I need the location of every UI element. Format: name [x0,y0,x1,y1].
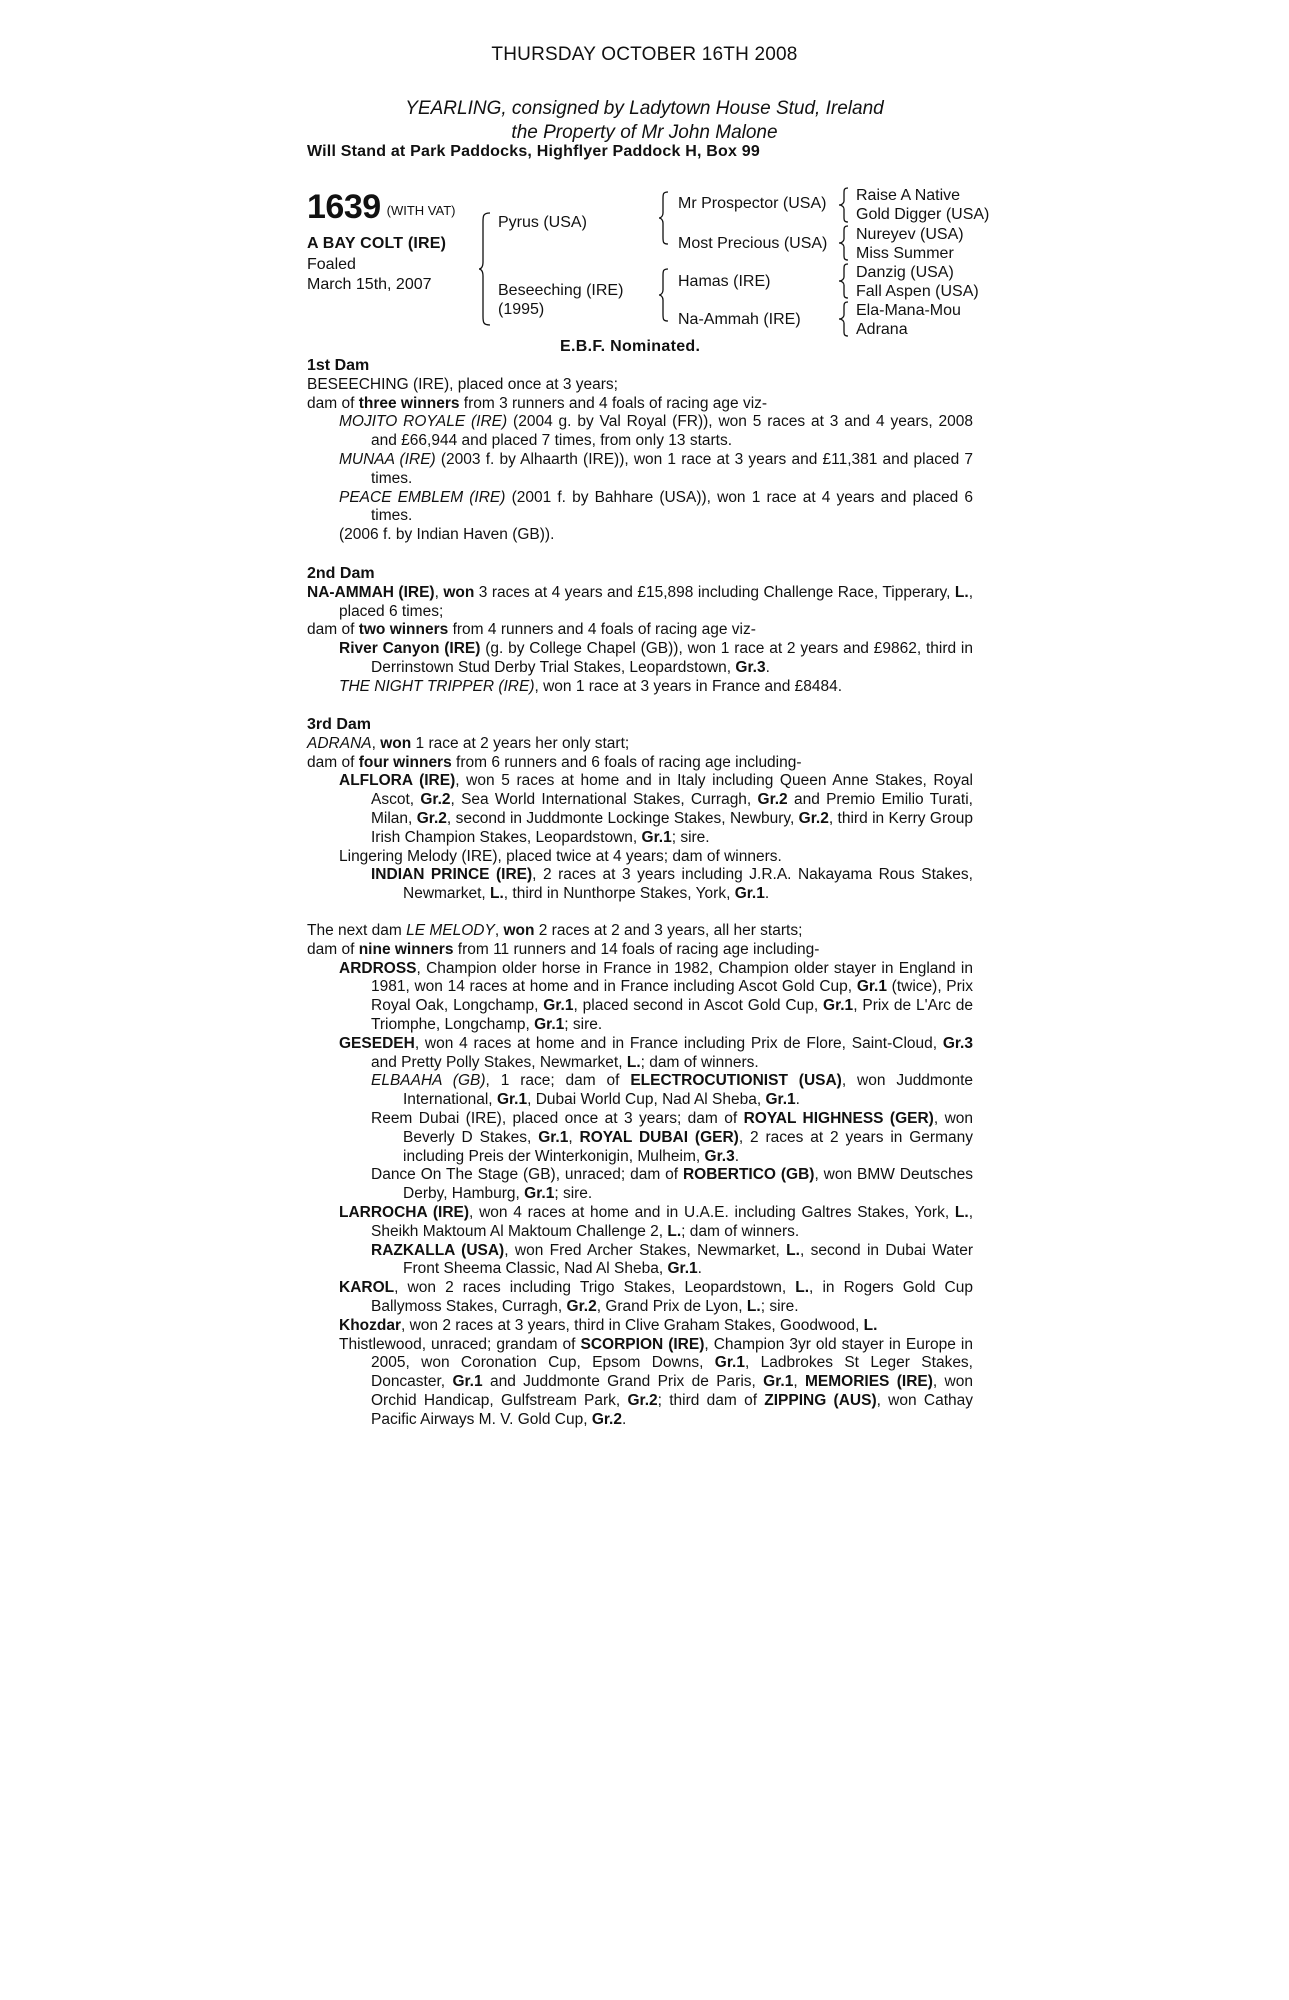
produce-ardross: ARDROSS, Champion older horse in France in 1982, Champion older stayer in England in 1981, won 14 races at home and in France including Ascot Gold Cup, Gr.1 (twice), Prix Royal Oak, Longchamp, Gr.1, placed second in Ascot Gold Cup, Gr.1, Prix de L'Arc de Triomphe, Longchamp, Gr.1; sire. [339,959,974,1033]
consignor-line: YEARLING, consigned by Ladytown House Stud, Ireland [405,98,884,119]
pedigree-ssd: Gold Digger (USA) [856,206,990,223]
second-dam-section [307,565,973,697]
brace-gen3-3 [838,263,850,299]
brace-gen2-sire [658,191,670,245]
pedigree-sss: Raise A Native [856,187,961,204]
consignment-info [0,97,1289,145]
third-dam-heading: 3rd Dam [307,716,372,733]
brace-gen1 [478,212,492,326]
pedigree-sire-dam: Most Precious (USA) [678,235,828,252]
brace-gen3-4 [838,301,850,337]
produce-2006-filly: (2006 f. by Indian Haven (GB)). [339,526,555,544]
fourth-dam-section [307,922,973,1430]
owner-line: the Property of Mr John Malone [511,122,778,143]
fourth-dam-line: The next dam LE MELODY, won 2 races at 2 and 3 years, all her starts; [307,922,803,939]
produce-lingering-melody: Lingering Melody (IRE), placed twice at 4 years; dam of winners. [339,847,782,865]
foaled-date: March 15th, 2007 [307,276,432,293]
pedigree-sdd: Miss Summer [856,245,954,262]
horse-name: A BAY COLT (IRE) [307,235,447,252]
stand-location: Will Stand at Park Paddocks, Highflyer Paddock H, Box 99 [307,143,760,160]
pedigree-sire: Pyrus (USA) [498,214,587,231]
produce-indian-prince: INDIAN PRINCE (IRE), 2 races at 3 years including J.R.A. Nakayama Rous Stakes, Newmarket, L., third in Nunthorpe Stakes, York, Gr.1. [371,866,973,903]
lot-number: 1639 [307,188,381,226]
pedigree-dds: Ela-Mana-Mou [856,302,961,319]
produce-peace-emblem: PEACE EMBLEM (IRE) (2001 f. by Bahhare (USA)), won 1 race at 4 years and placed 6 times. [339,488,973,525]
pedigree-dam-name: Beseeching (IRE) [498,282,624,299]
first-dam-produce-line: dam of three winners from 3 runners and 4 foals of racing age viz- [307,394,768,412]
second-dam-line: NA-AMMAH (IRE), won 3 races at 4 years and £15,898 including Challenge Race, Tipperary, L., placed 6 times; [307,583,973,620]
produce-river-canyon: River Canyon (IRE) (g. by College Chapel (GB)), won 1 race at 2 years and £9862, third in Derrinstown Stud Derby Trial Stakes, Leopardstown, Gr.3. [339,640,973,676]
produce-thistlewood: Thistlewood, unraced; grandam of SCORPION (IRE), Champion 3yr old stayer in Europe in 2005, won Coronation Cup, Epsom Downs, Gr.1, Ladbrokes St Leger Stakes, Doncaster, Gr.1 and Juddmonte Grand Prix de Paris, Gr.1, MEMORIES (IRE), won Orchid Handicap, Gulfstream Park, Gr.2; third dam of ZIPPING (AUS), won Cathay Pacific Airways M. V. Gold Cup, Gr.2. [339,1335,973,1428]
produce-munaa: MUNAA (IRE) (2003 f. by Alhaarth (IRE)), won 1 race at 3 years and £11,381 and placed 7 times. [339,450,973,487]
produce-razkalla: RAZKALLA (USA), won Fred Archer Stakes, Newmarket, L., second in Dubai Water Front Sheema Classic, Nad Al Sheba, Gr.1. [371,1241,974,1278]
foaled-label: Foaled [307,256,356,273]
produce-gesedeh: GESEDEH, won 4 races at home and in France including Prix de Flore, Saint-Cloud, Gr.3 and Pretty Polly Stakes, Newmarket, L.; dam of winners. [339,1034,973,1071]
pedigree-dam [498,281,623,319]
third-dam-line: ADRANA, won 1 race at 2 years her only start; [307,734,630,752]
produce-mojito-royale: MOJITO ROYALE (IRE) (2004 g. by Val Royal (FR)), won 5 races at 3 and 4 years, 2008 and £66,944 and placed 7 times, from only 13 starts. [339,413,974,450]
ebf-nominated: E.B.F. Nominated. [560,338,701,355]
pedigree-sire-sire: Mr Prospector (USA) [678,195,827,212]
third-dam-produce-line: dam of four winners from 6 runners and 6 foals of racing age including- [307,753,802,771]
pedigree-dam-sire: Hamas (IRE) [678,273,771,290]
pedigree-ddd: Adrana [856,321,908,338]
produce-night-tripper: THE NIGHT TRIPPER (IRE), won 1 race at 3 years in France and £8484. [339,677,843,695]
produce-elbaaha: ELBAAHA (GB), 1 race; dam of ELECTROCUTIONIST (USA), won Juddmonte International, Gr.1, Dubai World Cup, Nad Al Sheba, Gr.1. [371,1072,974,1109]
sale-date: THURSDAY OCTOBER 16TH 2008 [491,44,798,65]
foaled-info [307,255,432,295]
produce-reem-dubai: Reem Dubai (IRE), placed once at 3 years; dam of ROYAL HIGHNESS (GER), won Beverly D Stakes, Gr.1, ROYAL DUBAI (GER), 2 races at 2 years in Germany including Preis der Winterkonigin, Mulheim, Gr.3. [371,1109,973,1165]
second-dam-produce-line: dam of two winners from 4 runners and 4 foals of racing age viz- [307,621,756,639]
pedigree-dss: Danzig (USA) [856,264,954,281]
vat-note: (WITH VAT) [386,203,456,218]
brace-gen3-1 [838,187,850,223]
produce-dance-on-the-stage: Dance On The Stage (GB), unraced; dam of ROBERTICO (GB), won BMW Deutsches Derby, Hamburg, Gr.1; sire. [371,1166,973,1203]
pedigree-dam-year: (1995) [498,301,545,318]
produce-khozdar: Khozdar, won 2 races at 3 years, third in Clive Graham Stakes, Goodwood, L. [339,1316,878,1334]
second-dam-heading: 2nd Dam [307,565,375,582]
produce-alflora: ALFLORA (IRE), won 5 races at home and in Italy including Queen Anne Stakes, Royal Ascot, Gr.2, Sea World International Stakes, Curragh, Gr.2 and Premio Emilio Turati, Milan, Gr.2, second in Juddmonte Lockinge Stakes, Newbury, Gr.2, third in Kerry Group Irish Champion Stakes, Leopardstown, Gr.1; sire. [339,772,973,846]
fourth-dam-produce-line: dam of nine winners from 11 runners and 14 foals of racing age including- [307,940,820,958]
brace-gen2-dam [658,268,670,322]
first-dam-section [307,357,973,545]
produce-larrocha: LARROCHA (IRE), won 4 races at home and in U.A.E. including Galtres Stakes, York, L., Sheikh Maktoum Al Maktoum Challenge 2, L.; dam of winners. [339,1203,973,1240]
pedigree-dam-dam: Na-Ammah (IRE) [678,311,801,328]
first-dam-heading: 1st Dam [307,357,370,374]
third-dam-section [307,716,973,904]
pedigree-sds: Nureyev (USA) [856,226,964,243]
produce-karol: KAROL, won 2 races including Trigo Stakes, Leopardstown, L., in Rogers Gold Cup Ballymoss Stakes, Curragh, Gr.2, Grand Prix de Lyon, L.; sire. [339,1279,973,1315]
pedigree-dsd: Fall Aspen (USA) [856,283,979,300]
lot-number-block [307,188,455,227]
first-dam-line: BESEECHING (IRE), placed once at 3 years; [307,375,618,393]
brace-gen3-2 [838,225,850,261]
